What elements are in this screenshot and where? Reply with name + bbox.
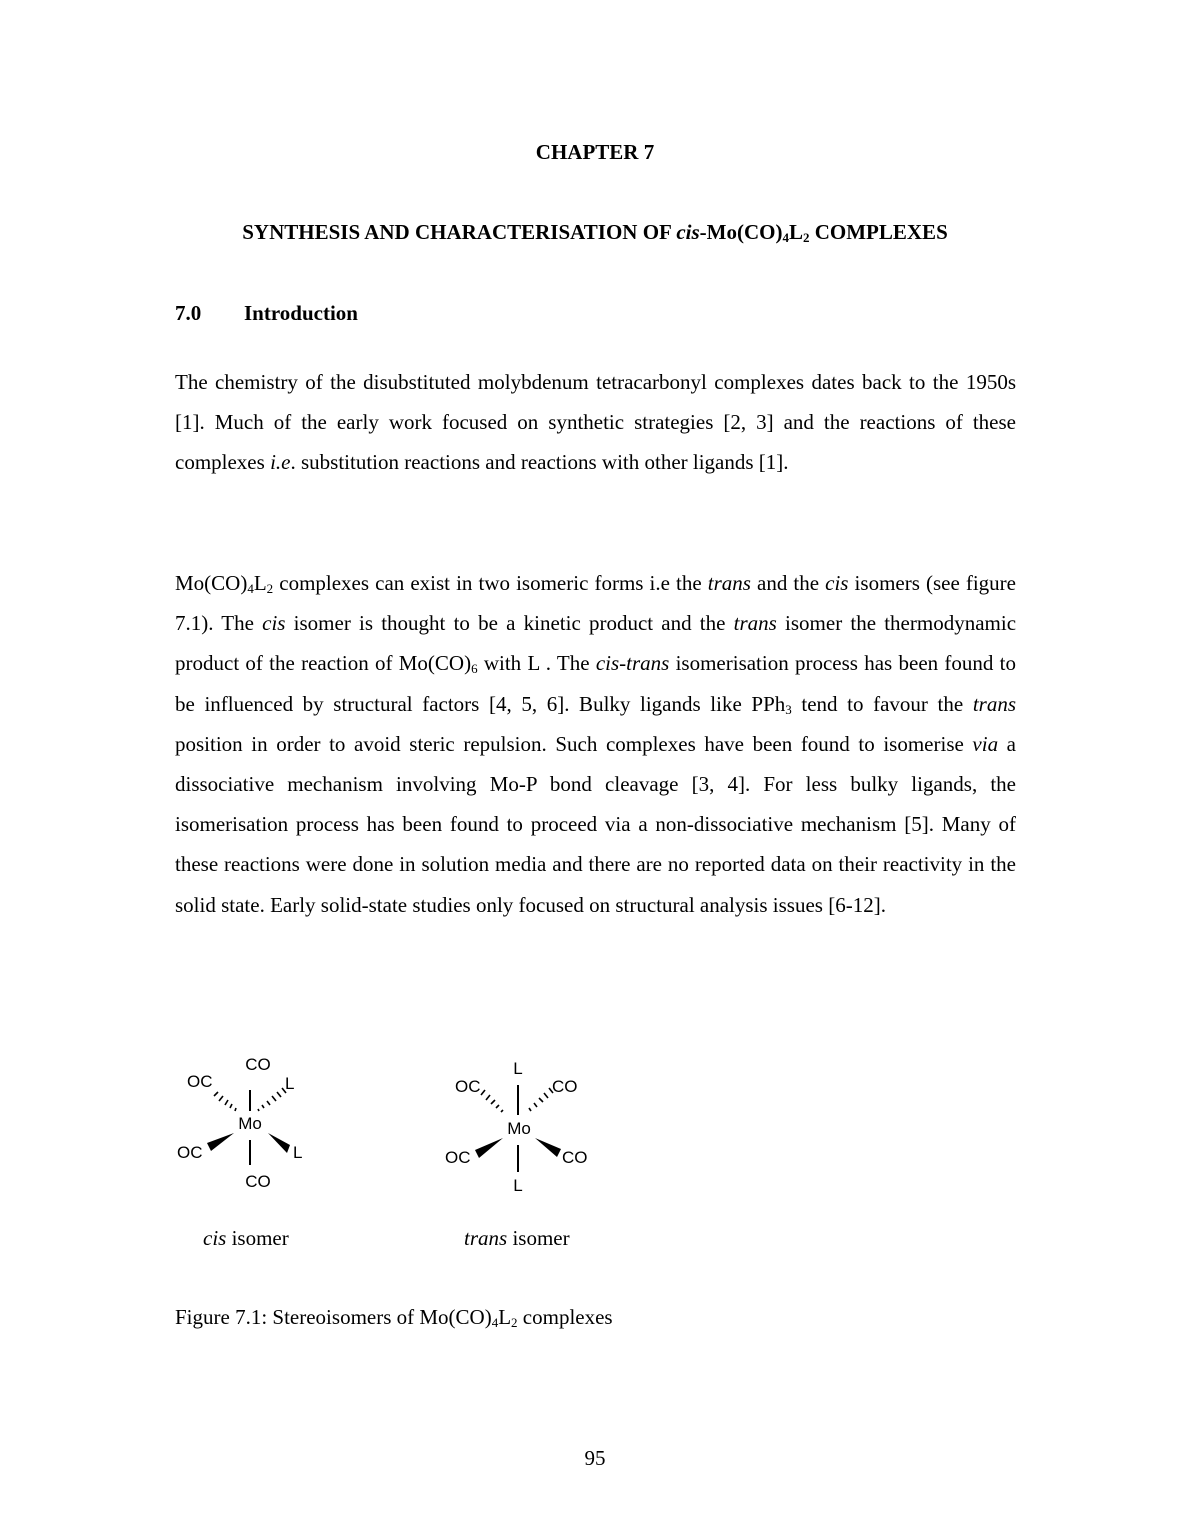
paragraph-isomers: $Mo(CO)_4L_2$ complexes can exist in two isomeric forms i.e the trans and the cis isomers (see figure 7.1). The cis isomer is thought to be a kinetic product and the trans isomer the thermodynamic product of the reaction of $Mo(CO)_6$ with L . The cis-trans isomerisation process has been found to be influenced by structural factors [4, 5, 6]. Bulky ligands like PPh$_3$ tend to favour the trans position in order to avoid steric repulsion. Such complexes have been found to isomerise via a dissociative mechanism involving Mo-P bond cleavage [3, 4]. For less bulky ligands, the isomerisation process has been found to proceed via a non-dissociative mechanism [5]. Many of these reactions were done in solution media and there are no reported data on their reactivity in the solid state. Early solid-state studies only focused on structural analysis issues [6-12]. [175,571,1017,917]
cis-hash-wedge-left [214,1092,236,1111]
page-number: 95 [584,1446,606,1470]
trans-hash-wedge-left [481,1090,503,1112]
trans-top-ligand: L [513,1059,523,1078]
cis-hash-wedge-right [258,1088,286,1111]
section-title: Introduction [244,301,358,325]
trans-hash-wedge-right [529,1088,553,1111]
trans-upper-left-ligand: OC [455,1077,481,1096]
trans-lower-left-ligand: OC [445,1148,471,1167]
cis-wedge-left [207,1133,234,1151]
trans-bottom-ligand: L [513,1176,523,1195]
chapter-heading: CHAPTER 7 [535,140,655,164]
cis-bottom-ligand: CO [245,1172,271,1191]
cis-isomer-caption: cis isomer [203,1226,289,1250]
section-number: 7.0 [175,301,202,325]
trans-center-atom: Mo [507,1119,531,1138]
chapter-title: SYNTHESIS AND CHARACTERISATION OF cis-$Mo(CO)_4L_2$ COMPLEXES [242,220,948,245]
section-heading [175,301,358,326]
trans-lower-right-ligand: CO [562,1148,588,1167]
cis-upper-right-ligand: L [285,1074,295,1093]
paragraph-intro: The chemistry of the disubstituted molybdenum tetracarbonyl complexes dates back to the 1950s [1]. Much of the early work focused on synthetic strategies [2, 3] and the reactions of these complexes i.e. substitution reactions and reactions with other ligands [1]. [175,370,1016,475]
cis-upper-left-ligand: OC [187,1072,213,1091]
trans-wedge-left [475,1138,503,1158]
trans-wedge-right [535,1138,561,1157]
cis-center-atom: Mo [238,1114,262,1133]
trans-upper-right-ligand: CO [552,1077,578,1096]
cis-top-ligand: CO [245,1055,271,1074]
cis-wedge-right [268,1133,290,1153]
cis-lower-left-ligand: OC [177,1143,203,1162]
figure-caption: Figure 7.1: Stereoisomers of $Mo(CO)_4L_2$ complexes [175,1305,613,1330]
cis-isomer-structure [170,1045,330,1205]
trans-isomer-structure [435,1050,605,1200]
cis-lower-right-ligand: L [293,1143,303,1162]
trans-isomer-caption: trans isomer [464,1226,570,1250]
